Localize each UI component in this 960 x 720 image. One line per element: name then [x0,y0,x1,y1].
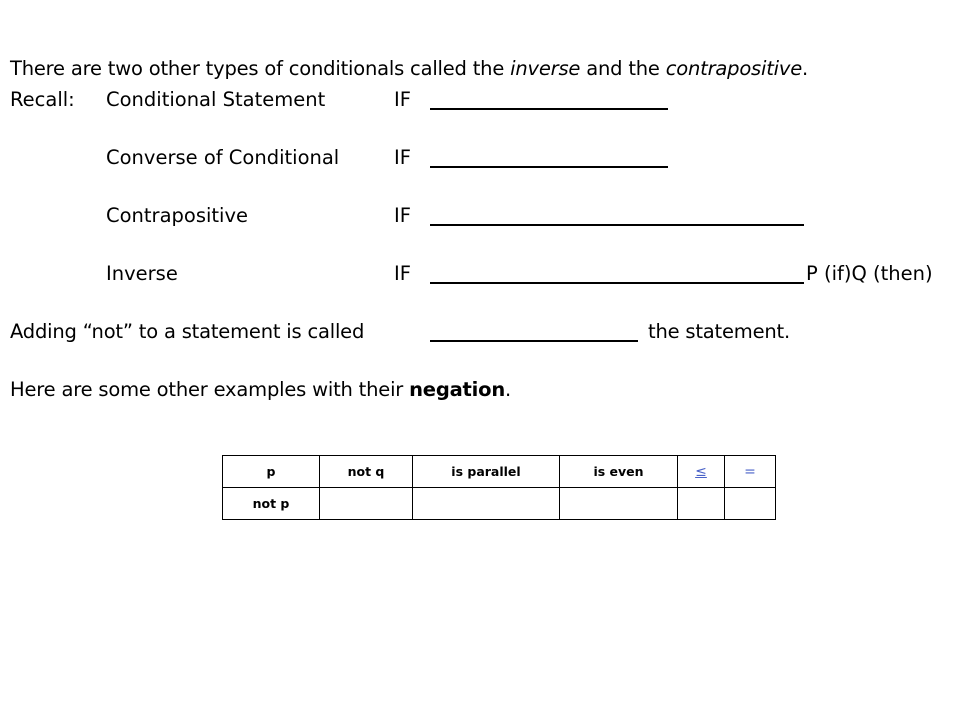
negation-term: negation [409,378,506,401]
header-cell-is-even: is even [560,456,678,488]
table-row [223,488,776,520]
inverse-if: IF [394,262,411,285]
examples-suffix: . [505,378,512,401]
inverse-term: inverse [510,57,581,80]
negation-table-wrap [222,455,776,520]
intro-prefix: There are two other types of conditionals called the [10,57,511,80]
row-cell-empty[interactable] [678,488,725,520]
conditional-statement-label: Conditional Statement [106,88,326,111]
less-equal-symbol: ≤ [695,463,707,480]
negation-blank[interactable] [430,340,638,342]
intro-suffix: . [802,57,809,80]
negation-sentence-suffix: the statement. [648,320,790,343]
equals-symbol: = [744,463,756,480]
header-cell-p: p [223,456,320,488]
intro-middle: and the [580,57,666,80]
converse-label: Converse of Conditional [106,146,340,169]
converse-blank[interactable] [430,166,668,168]
converse-if: IF [394,146,411,169]
header-cell-is-parallel: is parallel [413,456,560,488]
row-cell-empty[interactable] [560,488,678,520]
examples-prefix: Here are some other examples with their [10,378,410,401]
conditional-if: IF [394,88,411,111]
row-cell-empty[interactable] [725,488,776,520]
row-cell-empty[interactable] [413,488,560,520]
contrapositive-if: IF [394,204,411,227]
conditional-blank[interactable] [430,108,668,110]
contrapositive-label: Contrapositive [106,204,249,227]
inverse-suffix: P (if)Q (then) [806,262,933,285]
header-cell-equals [725,456,776,488]
header-cell-less-equal [678,456,725,488]
contrapositive-term: contrapositive [665,57,803,80]
row-cell-empty[interactable] [320,488,413,520]
row-cell-not-p: not p [223,488,320,520]
table-header-row [223,456,776,488]
examples-sentence [10,378,511,402]
negation-table [222,455,776,520]
recall-label: Recall: [10,88,75,111]
header-cell-not-q: not q [320,456,413,488]
inverse-blank[interactable] [430,282,804,284]
negation-sentence-prefix: Adding “not” to a statement is called [10,320,365,343]
contrapositive-blank[interactable] [430,224,804,226]
inverse-label: Inverse [106,262,178,285]
intro-sentence [10,57,808,81]
